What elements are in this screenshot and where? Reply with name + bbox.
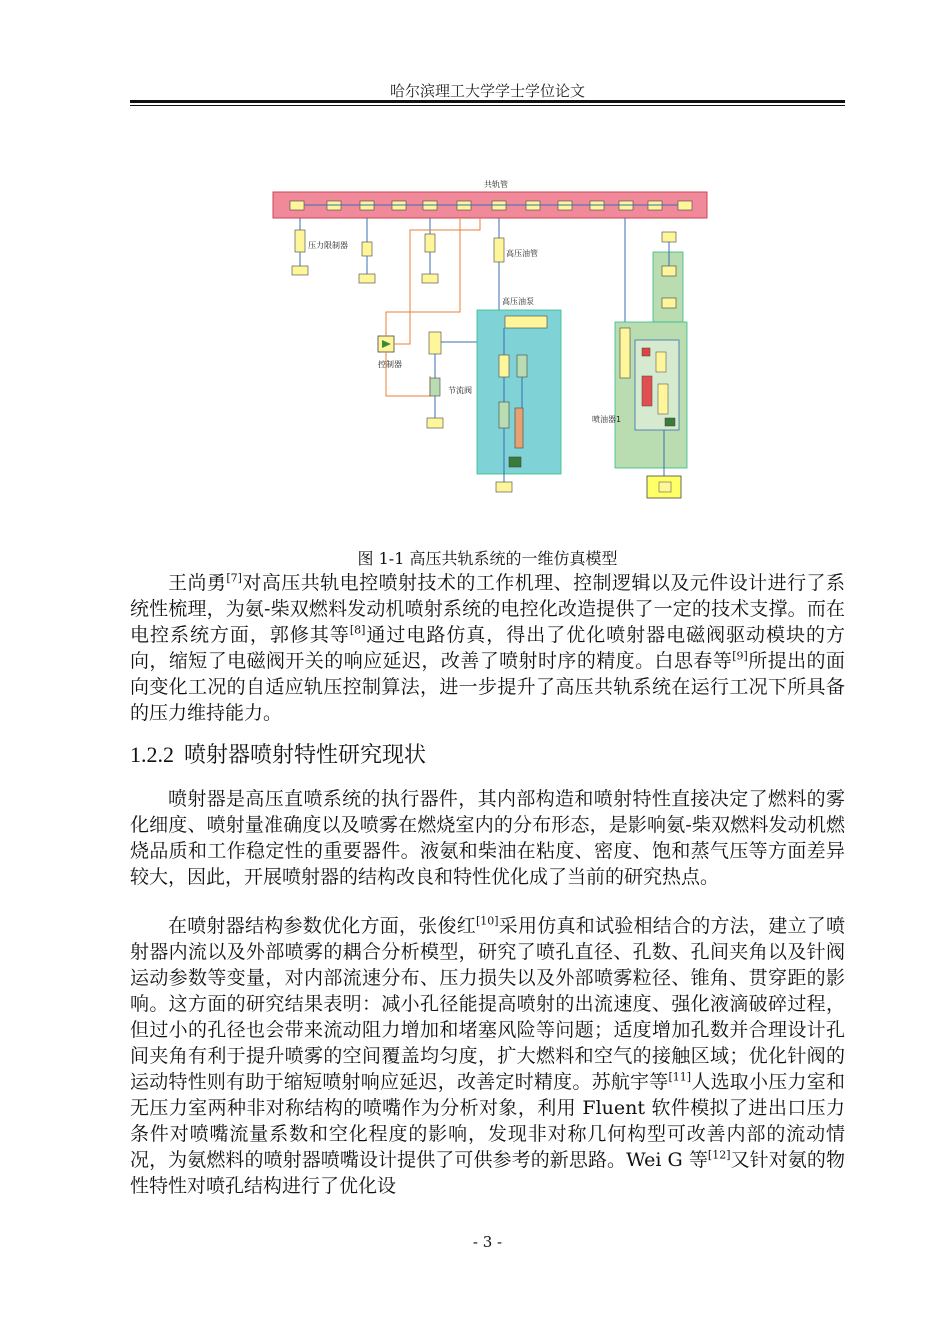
header-rule-thin — [130, 105, 845, 106]
citation-ref: [7] — [226, 571, 242, 585]
high-pressure-pump-label: 高压油泵 — [502, 297, 534, 306]
intermediate-branches — [359, 218, 438, 283]
section-number: 1.2.2 — [130, 742, 174, 767]
para3-seg1: 在喷射器结构参数优化方面，张俊红 — [168, 915, 476, 937]
controller-label: 控制器 — [378, 360, 402, 369]
simulation-diagram — [270, 170, 710, 505]
page-number: - 3 - — [472, 1233, 503, 1251]
throttle-valve-label: 节流阀 — [448, 386, 472, 395]
section-title-text: 喷射器喷射特性研究现状 — [184, 743, 427, 768]
citation-ref: [9] — [732, 649, 748, 663]
para1-seg3: 通过电路仿真，得出了优化喷射器电磁阀驱动模块的方向，缩短了电磁阀开关的响应延迟，改善了喷射时序的精度。白思春等 — [130, 624, 845, 672]
paragraph-1-text — [130, 570, 845, 726]
para3-seg2: 采用仿真和试验相结合的方法，建立了喷射器内流以及外部喷雾的耦合分析模型，研究了喷孔直径、孔数、孔间夹角以及针阀运动参数等变量，对内部流速分布、压力损失以及外部喷雾粒径、锥角、贯穿距的影响。这方面的研究结果表明：减小孔径能提高喷射的出流速度、强化液滴破碎过程，但过小的孔径也会带来流动阻力增加和堵塞风险等问题；适度增加孔数并合理设计孔间夹角有利于提升喷雾的空间覆盖均匀度，扩大燃料和空气的接触区域；优化针阀的运动特性则有助于缩短喷射响应延迟，改善定时精度。苏航宇等 — [130, 915, 845, 1093]
para1-seg1: 王尚勇 — [168, 572, 227, 594]
paragraph-3-text — [130, 913, 845, 1199]
paragraph-1 — [130, 570, 845, 726]
citation-ref: [12] — [707, 1148, 731, 1162]
figure-caption: 图 1-1 高压共轨系统的一维仿真模型 — [357, 549, 618, 568]
injector-label: 喷油器1 — [592, 415, 622, 424]
citation-ref: [10] — [475, 914, 499, 928]
para1-seg4: 所提出的面向变化工况的自适应轨压控制算法，进一步提升了高压共轨系统在运行工况下所具备的压力维持能力。 — [130, 650, 845, 724]
citation-ref: [11] — [668, 1070, 692, 1084]
para3-seg3: 人选取小压力室和无压力室两种非对称结构的喷嘴作为分析对象，利用 Fluent 软件模拟了进出口压力条件对喷嘴流量系数和空化程度的影响，发现非对称几何构型可改善内部的流动情况，为氨燃料的喷射器喷嘴设计提供了可供参考的新思路。Wei G 等 — [130, 1071, 845, 1171]
citation-ref: [8] — [349, 623, 366, 637]
paragraph-3 — [130, 913, 845, 1199]
figure-simulation-model — [270, 170, 710, 505]
header-rule-thick — [130, 100, 845, 103]
high-pressure-pump — [477, 296, 561, 492]
injector-assembly — [592, 218, 687, 498]
page-header: 哈尔滨理工大学学士学位论文 — [389, 82, 585, 100]
pressure-limiter — [292, 218, 348, 275]
section-heading — [130, 738, 845, 769]
pressure-limiter-label: 压力限制器 — [308, 241, 348, 250]
paragraph-2 — [130, 786, 845, 890]
throttle-valve — [427, 332, 482, 428]
rail-label: 共轨管 — [484, 180, 508, 189]
high-pressure-pipe-label: 高压油管 — [506, 249, 538, 258]
paragraph-2-text: 喷射器是高压直喷系统的执行器件，其内部构造和喷射特性直接决定了燃料的雾化细度、喷射量准确度以及喷雾在燃烧室内的分布形态，是影响氨-柴双燃料发动机燃烧品质和工作稳定性的重要器件。液氨和柴油在粘度、密度、饱和蒸气压等方面差异较大，因此，开展喷射器的结构改良和特性优化成了当前的研究热点。 — [130, 788, 845, 888]
para1-seg2: 对高压共轨电控喷射技术的工作机理、控制逻辑以及元件设计进行了系统性梳理，为氨-柴双燃料发动机喷射系统的电控化改造提供了一定的技术支撑。而在电控系统方面，郭修其等 — [130, 572, 845, 646]
para3-seg4: 又针对氨的物性特性对喷孔结构进行了优化设 — [130, 1149, 845, 1197]
